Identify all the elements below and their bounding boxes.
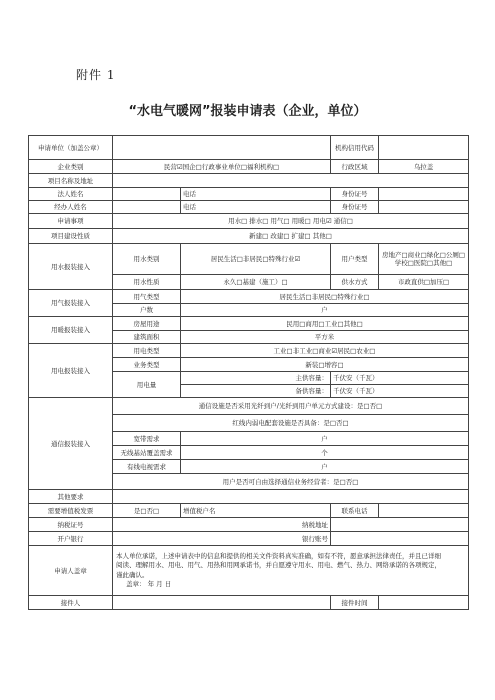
- operator-question[interactable]: 用户是否可自由选择通信业务经营者：是□否□: [113, 474, 469, 490]
- power-capacity-label: 用电量: [113, 372, 181, 398]
- supply-mode-options[interactable]: 市政直供□加压□: [379, 275, 469, 290]
- table-row: [29, 532, 469, 546]
- handler-id-field[interactable]: [379, 201, 469, 214]
- table-row: [29, 160, 469, 174]
- gas-type-options[interactable]: 居民生活□非居民□特殊行业□: [181, 290, 469, 304]
- wireless-field[interactable]: 个: [181, 446, 469, 460]
- table-row: [29, 546, 469, 596]
- legal-id-label: 身份证号: [331, 188, 379, 201]
- bank-account-label: 银行账号: [113, 532, 331, 546]
- power-type-options[interactable]: 工业□非工业□商业☑居民□农业□: [181, 344, 469, 358]
- need-invoice-options[interactable]: 是□否□: [113, 504, 181, 518]
- supply-mode-label: 供水方式: [331, 275, 379, 290]
- user-type-options[interactable]: 房地产□商业□绿化□公厕□学校□医院□其他□: [379, 244, 469, 275]
- seal-date-line: [116, 580, 465, 590]
- house-use-label: 房屋用途: [113, 317, 181, 331]
- cable-tv-label: 有线电视需求: [113, 460, 181, 474]
- applicant-seal-label: 申请人盖章: [29, 546, 113, 596]
- table-row: [29, 317, 469, 331]
- org-code-label: 机构信用代码: [331, 136, 379, 160]
- table-row: [29, 201, 469, 214]
- seal-label: 盖章：: [126, 580, 146, 588]
- other-req-field[interactable]: [113, 490, 469, 504]
- receiver-field[interactable]: [113, 596, 331, 610]
- contact-phone-label: 联系电话: [331, 504, 379, 518]
- redline-question[interactable]: 红线内弱电配套设施是否具备：是□否□: [113, 415, 469, 432]
- cable-tv-field[interactable]: 户: [181, 460, 469, 474]
- apply-items-label: 申请事项: [29, 214, 113, 229]
- project-nature-label: 项目建设性质: [29, 229, 113, 244]
- table-row: [29, 174, 469, 188]
- bank-label: 开户银行: [29, 532, 113, 546]
- enterprise-type-label: 企业类别: [29, 160, 113, 174]
- building-area-field[interactable]: 平方米: [181, 331, 469, 344]
- legal-id-field[interactable]: [379, 188, 469, 201]
- broadband-field[interactable]: 户: [181, 432, 469, 446]
- table-row: [29, 490, 469, 504]
- handler-field[interactable]: [113, 201, 181, 214]
- table-row: [29, 214, 469, 229]
- house-use-options[interactable]: 民用□商用□工业□其他□: [181, 317, 469, 331]
- gas-section-label: 用气报装接入: [29, 290, 113, 317]
- table-row: [29, 504, 469, 518]
- admin-region-value[interactable]: 乌拉盖: [379, 160, 469, 174]
- other-req-label: 其他要求: [29, 490, 113, 504]
- receiver-label: 接件人: [29, 596, 113, 610]
- table-row: [29, 290, 469, 304]
- handler-id-label: 身份证号: [331, 201, 379, 214]
- vat-account-name-label: 增值税户名: [181, 504, 331, 518]
- power-section-label: 用电报装接入: [29, 344, 113, 398]
- broadband-label: 宽带需求: [113, 432, 181, 446]
- admin-region-label: 行政区域: [331, 160, 379, 174]
- households-label: 户数: [113, 304, 181, 317]
- pledge-line-1: 本人单位承诺，上述申请表中的信息和提供的相关文件资料真实准确，如有不符，愿意承担法律责任，并且已详细: [116, 551, 441, 560]
- building-area-label: 建筑面积: [113, 331, 181, 344]
- main-capacity-field[interactable]: 千伏安（千瓦）: [331, 372, 469, 385]
- need-invoice-label: 需要增值税发票: [29, 504, 113, 518]
- org-code-field[interactable]: [379, 136, 469, 160]
- table-row: [29, 229, 469, 244]
- water-type-label: 用水类别: [113, 244, 181, 275]
- table-row: [29, 344, 469, 358]
- legal-person-field[interactable]: [113, 188, 181, 201]
- backup-capacity-field[interactable]: 千伏安（千瓦）: [331, 385, 469, 398]
- form-title: “水电气暖网”报装申请表（企业，单位）: [128, 104, 367, 119]
- table-row: [29, 244, 469, 275]
- pledge-line-3: 谨此确认。: [116, 570, 149, 579]
- bank-account-field[interactable]: [331, 532, 469, 546]
- project-name-address-label: 项目名称及地址: [29, 174, 113, 188]
- telecom-section-label: 通信报装接入: [29, 398, 113, 490]
- table-row: [29, 136, 469, 160]
- applicant-unit-label: 申请单位（加盖公章）: [29, 136, 113, 160]
- handler-label: 经办人姓名: [29, 201, 113, 214]
- tax-id-label: 纳税证号: [29, 518, 113, 532]
- handler-phone-label: 电话: [181, 201, 331, 214]
- legal-person-label: 法人姓名: [29, 188, 113, 201]
- table-row: [29, 596, 469, 610]
- tax-address-field[interactable]: [331, 518, 469, 532]
- business-type-options[interactable]: 新装□增容□: [181, 358, 469, 372]
- applicant-unit-field[interactable]: [113, 136, 331, 160]
- fiber-question[interactable]: 通信设施是否采用光纤到户/光纤到用户单元方式建设：是□否□: [113, 398, 469, 415]
- tax-address-label: 纳税地址: [113, 518, 331, 532]
- contact-phone-field[interactable]: [379, 504, 469, 518]
- table-row: [29, 188, 469, 201]
- business-type-label: 业务类型: [113, 358, 181, 372]
- table-row: [29, 398, 469, 415]
- water-section-label: 用水报装接入: [29, 244, 113, 290]
- application-form: [28, 135, 469, 610]
- water-nature-options[interactable]: 永久□基建（施工）□: [181, 275, 331, 290]
- date-label: 年 月 日: [147, 580, 172, 588]
- project-nature-options[interactable]: 新建□ 改建□ 扩建□ 其他□: [113, 229, 469, 244]
- main-capacity-label: 主供容量：: [181, 372, 331, 385]
- attachment-label: 附件 1: [76, 68, 116, 82]
- households-field[interactable]: 户: [181, 304, 469, 317]
- apply-items-options[interactable]: 用水□ 排水□ 用气□ 用暖□ 用电☑ 通信□: [113, 214, 469, 229]
- table-row: [29, 518, 469, 532]
- water-nature-label: 用水性质: [113, 275, 181, 290]
- pledge-line-2: 阅读、理解用水、用电、用气、用热和用网承诺书，并自愿遵守用水、用电、燃气、热力、网络承诺的各项规定，: [116, 561, 441, 569]
- legal-phone-label: 电话: [181, 188, 331, 201]
- wireless-label: 无线基站覆盖需求: [113, 446, 181, 460]
- receive-time-label: 接件时间: [331, 596, 379, 610]
- receive-time-field[interactable]: [379, 596, 469, 610]
- project-name-address-field[interactable]: [113, 174, 469, 188]
- backup-capacity-label: 备供容量：: [181, 385, 331, 398]
- enterprise-type-options[interactable]: 民营☑国企□行政事业单位□福利机构□: [113, 160, 331, 174]
- heating-section-label: 用暖报装接入: [29, 317, 113, 344]
- water-type-options[interactable]: 居民生活□非居民□特殊行业☑: [181, 244, 331, 275]
- user-type-label: 用户类型: [331, 244, 379, 275]
- gas-type-label: 用气类型: [113, 290, 181, 304]
- pledge-text: [113, 546, 469, 596]
- power-type-label: 用电类型: [113, 344, 181, 358]
